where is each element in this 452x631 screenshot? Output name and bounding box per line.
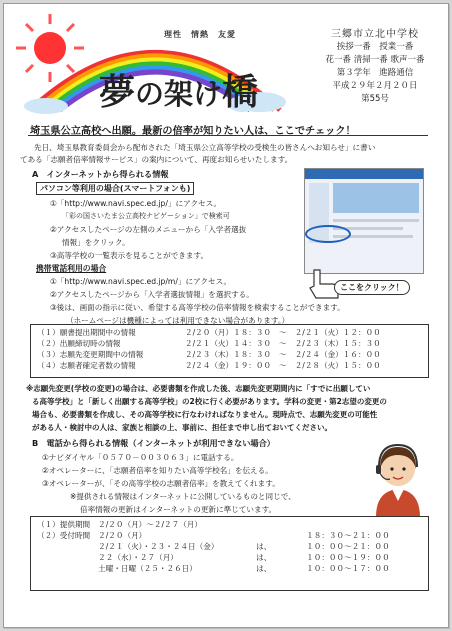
schedule-cell-to: ２/２１（火）１２：００ xyxy=(294,328,381,337)
phone-note-1: ※提供される情報はインターネットに公開しているものと同じで、 xyxy=(70,492,296,501)
newsletter-page xyxy=(3,3,449,628)
table-row xyxy=(33,338,385,349)
website-screenshot xyxy=(304,168,424,274)
schedule-cell-to: ２/２８（火）１５：００ xyxy=(294,361,381,370)
phone-step-1: ①ナビダイヤル「０５７０－００３０６３」に電話する。 xyxy=(42,453,239,462)
table-row xyxy=(33,563,394,574)
hours-cell-mid: は、 xyxy=(256,542,272,551)
mobile-step-2: ②アクセスしたページから「入学者選抜情報」を選択する。 xyxy=(50,290,254,299)
hours-cell-time: １０：００～１９：００ xyxy=(306,553,390,562)
schedule-cell-sep: ～ xyxy=(279,350,287,359)
highlight-circle xyxy=(305,225,351,243)
headline: 埼玉県公立高校へ出願。最新の倍率が知りたい人は、ここでチェック！ xyxy=(30,126,356,137)
issue-number: 第55号 xyxy=(361,94,389,104)
schedule-cell-sep: ～ xyxy=(279,339,287,348)
hours-cell-time: １０：００～２１：００ xyxy=(306,542,390,551)
period-label: （１）提供期間 xyxy=(37,520,91,529)
hours-label xyxy=(33,552,94,563)
hours-cell-mid: は、 xyxy=(256,553,272,562)
school-info-block xyxy=(304,28,446,106)
schedule-cell-to: ２/２４（金）１６：００ xyxy=(294,350,381,359)
schedule-a-table xyxy=(33,327,385,371)
school-slogan-2: 花一番 清掃一番 歌声一番 xyxy=(325,55,425,65)
issue-date: 平成２９年２月２０日 xyxy=(332,81,418,91)
hours-cell-days: ２/２１（火）・２３・２４日（金） xyxy=(98,542,219,551)
hours-cell-days: 土曜・日曜（２５・２６日） xyxy=(98,564,197,573)
mobile-step-3: ③後は、画面の指示に従い、希望する高等学校の倍率情報を検索することができます。 xyxy=(50,303,345,312)
pc-step-1-note: 「彩の国さいたま公立高校ナビゲーション」で検索可 xyxy=(62,212,230,220)
table-row xyxy=(33,552,394,563)
website-banner-image xyxy=(333,183,419,213)
table-row xyxy=(33,519,394,530)
section-a-heading: A インターネットから得られる情報 xyxy=(32,169,169,179)
schedule-cell-from: ２/２０（月）１８：３０ xyxy=(185,328,272,337)
phone-step-3: ③オペレーターが、「その高等学校の志願者倍率」を教えてくれます。 xyxy=(42,479,280,488)
schedule-cell-label: （４）志願者確定者数の情報 xyxy=(37,361,136,370)
caution-line-4: がある人・検討中の人は、家族と相談の上、事前に、担任まで申し出ておいてください。 xyxy=(32,423,332,432)
intro-line-1: 先日、埼玉県教育委員会から配布された「埼玉県公立高等学校の受検生の皆さんへお知らせ」に書い xyxy=(34,143,376,152)
schedule-cell-to: ２/２３（木）１５：３０ xyxy=(294,339,381,348)
mobile-step-1: ①「http://www.navi.spec.ed.jp/m/」にアクセス。 xyxy=(50,277,232,286)
caution-line-1: ※志願先変更(学校の変更)の場合は、必要書類を作成した後、志願先変更期間内に「すでに出願してい xyxy=(26,384,371,393)
hours-cell-days: ２２（水）・２７（月） xyxy=(98,553,178,562)
pc-step-1: ①「http://www.navi.spec.ed.jp/」にアクセス。 xyxy=(50,199,222,208)
school-motto: 理性 情熱 友愛 xyxy=(164,30,236,39)
schedule-b-box xyxy=(30,516,429,591)
schedule-cell-label: （３）志願先変更期間中の情報 xyxy=(37,350,144,359)
schedule-b-table xyxy=(33,519,394,574)
operator-illustration xyxy=(366,439,430,517)
intro-line-2: てある「志願者倍率情報サービス」の案内について、再度お知らせいたします。 xyxy=(20,155,293,164)
hours-cell-time: １０：００～１７：００ xyxy=(306,564,390,573)
phone-note-2: 倍率情報の更新はインターネットの更新に準じています。 xyxy=(80,505,277,514)
website-header-bar xyxy=(305,169,423,179)
hours-cell-mid: は、 xyxy=(256,564,272,573)
newsletter-title: 夢の架け橋 xyxy=(99,71,259,113)
table-row xyxy=(33,349,385,360)
sun-icon xyxy=(16,14,84,82)
hours-label: （２）受付時間 xyxy=(37,531,91,540)
grade-label: 第３学年 進路通信 xyxy=(336,68,414,78)
headline-rule xyxy=(28,135,428,136)
pc-step-3: ③高等学校の一覧表示を見ることができます。 xyxy=(50,251,209,260)
caution-line-3: 場合も、必要書類を作成し、その高等学校に行なわければなりません。現時点で、志願先変更の可能性 xyxy=(32,410,378,419)
school-slogan-1: 挨拶一番 授業一番 xyxy=(336,42,414,52)
caution-line-2: る高等学校」と「新しく出願する高等学校」の2校に行く必要があります。学科の変更・第2志望の変更の xyxy=(32,397,387,406)
table-row xyxy=(33,541,394,552)
hours-label xyxy=(33,563,94,574)
phone-step-2: ②オペレーターに、「志願者倍率を知りたい高等学校名」を伝える。 xyxy=(42,466,273,475)
schedule-a-box xyxy=(30,324,429,378)
table-row xyxy=(33,530,394,541)
school-name: 三郷市立北中学校 xyxy=(331,29,419,40)
schedule-cell-label: （２）出願締切時の情報 xyxy=(37,339,121,348)
hours-cell-days: ２/２０（月） xyxy=(98,531,147,540)
schedule-cell-sep: ～ xyxy=(279,328,287,337)
pc-step-2-cont: 情報」をクリック。 xyxy=(62,238,130,247)
mobile-usage-label: 携帯電話利用の場合 xyxy=(36,264,107,273)
pc-usage-label: パソコン等利用の場合(スマートフォンも) xyxy=(36,182,194,195)
schedule-cell-sep: ～ xyxy=(279,361,287,370)
period-value: ２/２０（月）～２/２７（月） xyxy=(98,520,202,529)
table-row xyxy=(33,327,385,338)
schedule-cell-from: ２/２４（金）１９：００ xyxy=(185,361,272,370)
table-row xyxy=(33,360,385,371)
schedule-cell-from: ２/２３（木）１８：３０ xyxy=(185,350,272,359)
hours-label xyxy=(33,541,94,552)
mobile-step-note: （ホームページは機種によっては利用できない場合があります。） xyxy=(66,316,290,325)
schedule-cell-from: ２/２１（火）１４：３０ xyxy=(185,339,272,348)
hours-cell-time: １８：３０～２１：００ xyxy=(306,531,390,540)
click-here-callout: ここをクリック！ xyxy=(334,280,410,295)
hours-cell-mid xyxy=(252,530,302,541)
pc-step-2: ②アクセスしたページの左側のメニューから「入学者選抜 xyxy=(50,225,247,234)
section-b-heading: B 電話から得られる情報（インターネットが利用できない場合） xyxy=(32,438,275,448)
schedule-cell-label: （１）願書提出期間中の情報 xyxy=(37,328,136,337)
